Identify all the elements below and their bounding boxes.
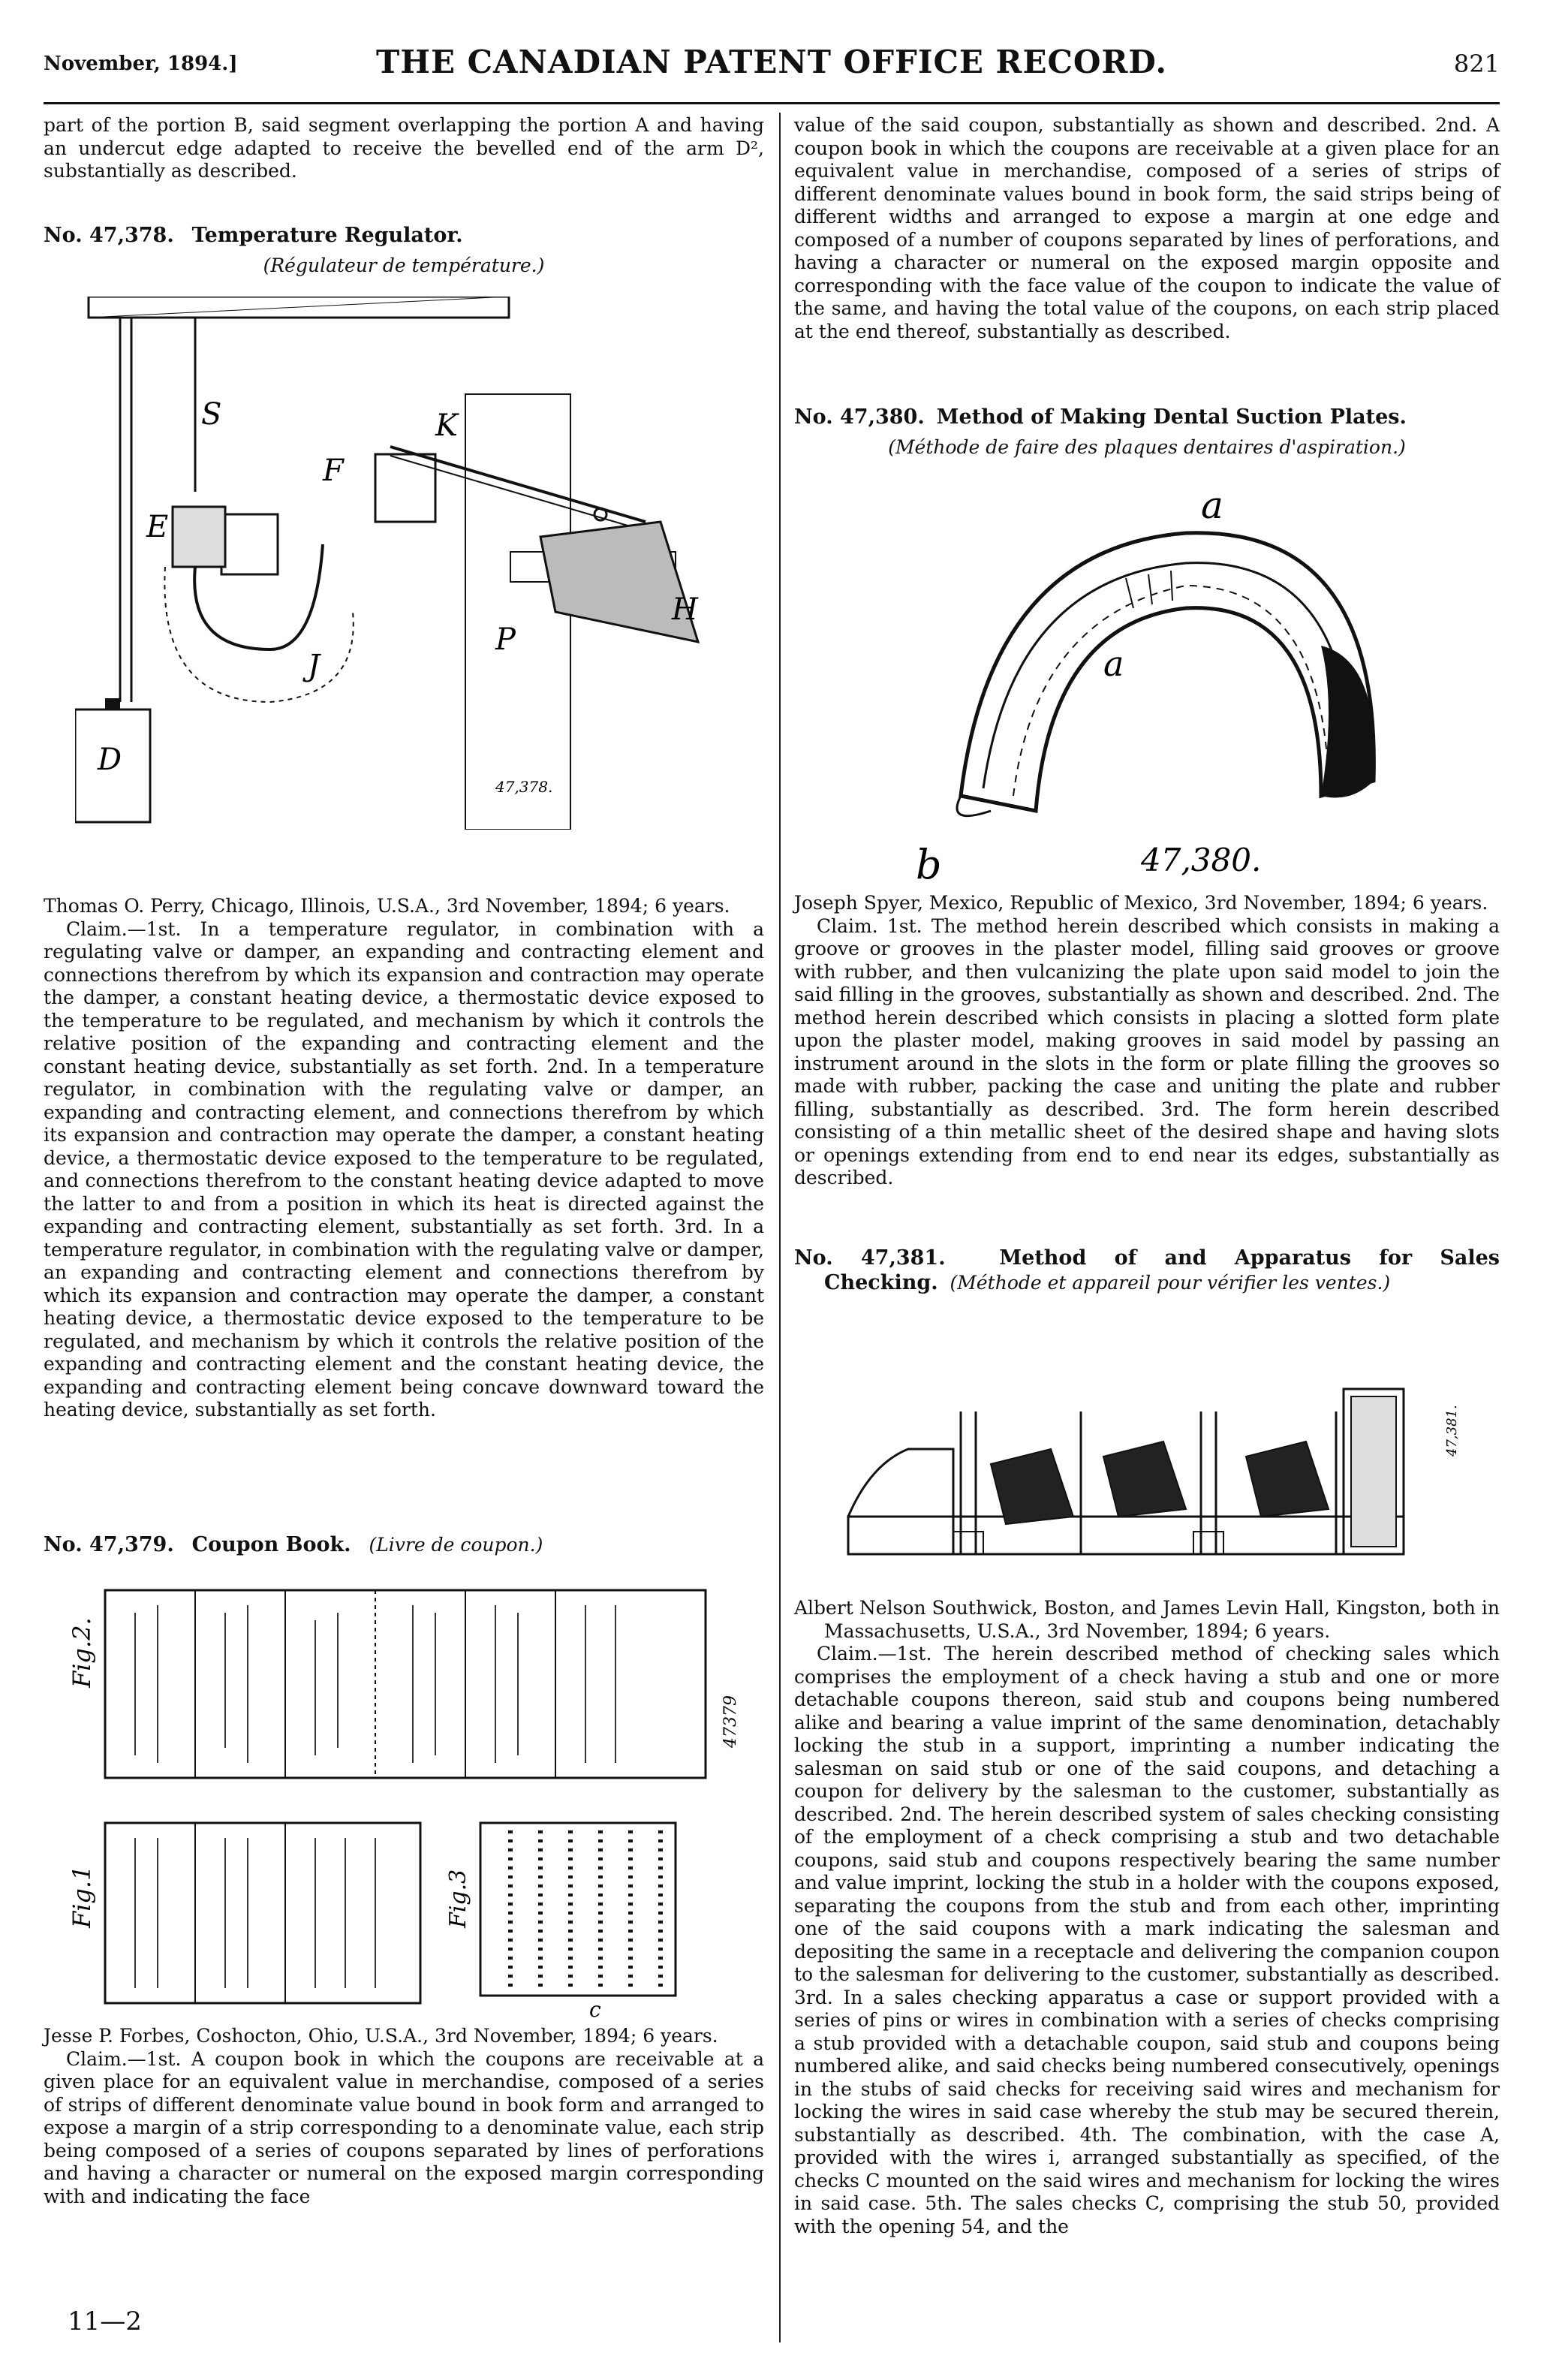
patent-47378-body: [44, 895, 764, 1422]
patent-number: No. 47,381.: [794, 1246, 946, 1270]
fig-number: 47,380.: [1141, 842, 1262, 878]
inventor-line: Jesse P. Forbes, Coshocton, Ohio, U.S.A., 3rd November, 1894; 6 years.: [44, 2025, 718, 2047]
patent-47379-heading: [44, 1533, 764, 1558]
fig-label-j: J: [308, 649, 321, 683]
sales-checking-figure: [826, 1366, 1471, 1592]
patent-number: No. 47,378.: [44, 224, 174, 247]
fig-label-a2: a: [1103, 643, 1124, 684]
patent-47381-body: [794, 1597, 1500, 2238]
coupon-book-figure: [60, 1575, 751, 2018]
claim-text: Claim.—1st. The herein described method of checking sales which comprises the employment of a check having a stub and one or more detachable coupons thereon, said stub and coupons being numbered alike and bearing a value imprint of the same denomination, detachably locking the stub in a support, imprinting a number indicating the salesman on said stub or one of the said coupons, and detaching a coupon for delivery by the salesman to the customer, substantially as described. 2nd. The herein described system of sales checking consisting of the employment of a check comprising a stub and two detachable coupons, said stub and coupons respectively bearing the same number and value imprint, locking the stub in a holder with the coupons exposed, separating the coupons from the stub and from each other, imprinting one of the said coupons with a mark indicating the salesman and depositing the same in a receptacle and delivering the companion coupon to the salesman for delivering to the customer, substantially as described. 3rd. In a sales checking apparatus a case or support provided with a series of pins or wires in combination with a series of checks comprising a stub provided with a detachable coupon, said stub and coupons being numbered alike, and said checks being numbered consecutively, openings in the stubs of said checks for receiving said wires and mechanism for locking the wires in said case whereby the stub may be secured therein, substantially as described. 4th. The combination, with the case A, provided with the wires i, arranged substantially as specified, of the checks C mounted on the said wires and mechanism for locking the wires in said case. 5th. The sales checks C, comprising the stub 50, provided with the opening 54, and the: [794, 1643, 1500, 2237]
fig-label-s: S: [201, 397, 222, 432]
patent-47381-heading: [794, 1246, 1500, 1296]
patent-french-title: (Régulateur de température.): [263, 254, 545, 276]
page-number: 821: [1453, 50, 1500, 78]
fig3-label: Fig.3: [445, 1869, 471, 1928]
fig-label-e: E: [146, 510, 169, 544]
patent-47378-heading: [44, 224, 764, 277]
fig-label-d: D: [98, 743, 122, 777]
page-header: [44, 44, 1500, 96]
fig-label-p: P: [495, 622, 516, 657]
fig-label-h: H: [672, 592, 698, 627]
fig-label-a1: a: [1201, 484, 1223, 527]
header-title: THE CANADIAN PATENT OFFICE RECORD.: [376, 44, 1167, 80]
patent-number: No. 47,380.: [794, 405, 925, 429]
patent-title: Method of and Apparatus for Sales Checking.: [824, 1246, 1500, 1294]
fig-label-b: b: [916, 841, 942, 888]
claim-text: Claim.—1st. In a temperature regulator, in combination with a regulating valve or damper, an expanding and contracting element and connections therefrom by which its expansion and contraction may operate the damper, a constant heating device, a thermostatic device exposed to the temperature to be regulated, and mechanism by which it controls the relative position of the expanding and contracting element and the constant heating device, substantially as set forth. 2nd. In a temperature regulator, in combination with the regulating valve or damper, an expanding and contracting element, and connections therefrom by which its expansion and contraction may operate the damper, a constant heating device, a thermostatic device exposed to the temperature to be regulated, and connections therefrom to the constant heating device adapted to move the latter to and from a position in which its heat is directed against the expanding and contracting element, substantially as set forth. 3rd. In a temperature regulator, in combination with the regulating valve or damper, an expanding and contracting element and connections therefrom by which its expansion and contraction may operate the damper, a constant heating device, a thermostatic device exposed to the temperature to be regulated, and mechanism by which it controls the relative position of the expanding and contracting element and the constant heating device, the expanding and contracting element being concave downward toward the heating device, substantially as set forth.: [44, 917, 764, 1421]
patent-47380-body: [794, 892, 1500, 1190]
patent-title: Temperature Regulator.: [191, 224, 463, 247]
patent-47379-body: [44, 2025, 764, 2208]
fig2-label: Fig.2.: [68, 1617, 96, 1688]
fig-label-k: K: [435, 408, 458, 443]
inventor-line: Albert Nelson Southwick, Boston, and James Levin Hall, Kingston, both in Massachusetts, U.S.A., 3rd November, 1894; 6 years.: [794, 1597, 1500, 1642]
fig-number: 47,381.: [1444, 1405, 1460, 1457]
header-date: November, 1894.]: [44, 53, 238, 75]
fig-label-c: c: [589, 1997, 601, 2018]
patent-47380-heading: [794, 405, 1500, 459]
claim-text: Claim.—1st. A coupon book in which the coupons are receivable at a given place for an equivalent value in merchandise, composed of a series of strips of different denominate value bound in book form and arranged to expose a margin of a strip corresponding to a denominate value, each strip being composed of a series of coupons separated by lines of perforations and having a character or numeral on the exposed margin corresponding with and indicating the face: [44, 2047, 764, 2207]
patent-title: Method of Making Dental Suction Plates.: [936, 405, 1407, 429]
fig-number: 47379: [721, 1695, 740, 1748]
header-rule: [44, 102, 1500, 104]
patent-title: Coupon Book.: [191, 1533, 351, 1556]
inventor-line: Thomas O. Perry, Chicago, Illinois, U.S.A., 3rd November, 1894; 6 years.: [44, 895, 730, 917]
left-intro: [44, 114, 764, 183]
temperature-regulator-figure: [75, 297, 751, 830]
patent-number: No. 47,379.: [44, 1533, 174, 1556]
fig-label-f: F: [323, 453, 344, 488]
dental-plate-figure: [901, 481, 1426, 901]
patent-french-title: (Méthode de faire des plaques dentaires d'aspiration.): [888, 435, 1406, 458]
inventor-line: Joseph Spyer, Mexico, Republic of Mexico, 3rd November, 1894; 6 years.: [794, 892, 1488, 914]
intro-text: value of the said coupon, substantially as shown and described. 2nd. A coupon book in which the coupons are receivable at a given place for an equivalent value in merchandise, composed of a series of strips of different denominate values bound in book form, the said strips being of different widths and arranged to expose a margin at one edge and composed of a number of coupons separated by lines of perforations, and having a character or numeral on the exposed margin opposite and corresponding with the face value of the coupon to indicate the value of the same, and having the total value of the coupons, on each strip placed at the end thereof, substantially as described.: [794, 114, 1500, 342]
fig-number: 47,378.: [495, 778, 553, 796]
patent-french-title: (Méthode et appareil pour vérifier les ventes.): [950, 1271, 1391, 1294]
signature-mark: 11—2: [68, 2306, 142, 2336]
right-intro: [794, 114, 1500, 343]
patent-french-title: (Livre de coupon.): [369, 1534, 543, 1556]
fig1-label: Fig.1: [68, 1865, 96, 1928]
column-divider: [779, 113, 781, 2342]
claim-text: Claim. 1st. The method herein described which consists in making a groove or grooves in the plaster model, filling said grooves or groove with rubber, and then vulcanizing the plate upon said model to join the said filling in the grooves, substantially as shown and described. 2nd. The method herein described which consists in placing a slotted form plate upon the plaster model, making grooves in said model by passing an instrument around in the slots in the form or plate filling the grooves so made with rubber, packing the case and uniting the plate and rubber filling, substantially as described. 3rd. The form herein described consisting of a thin metallic sheet of the desired shape and having slots or openings extending from end to end near its edges, substantially as described.: [794, 914, 1500, 1189]
intro-text: part of the portion B, said segment overlapping the portion A and having an undercut edge adapted to receive the bevelled end of the arm D², substantially as described.: [44, 114, 764, 182]
